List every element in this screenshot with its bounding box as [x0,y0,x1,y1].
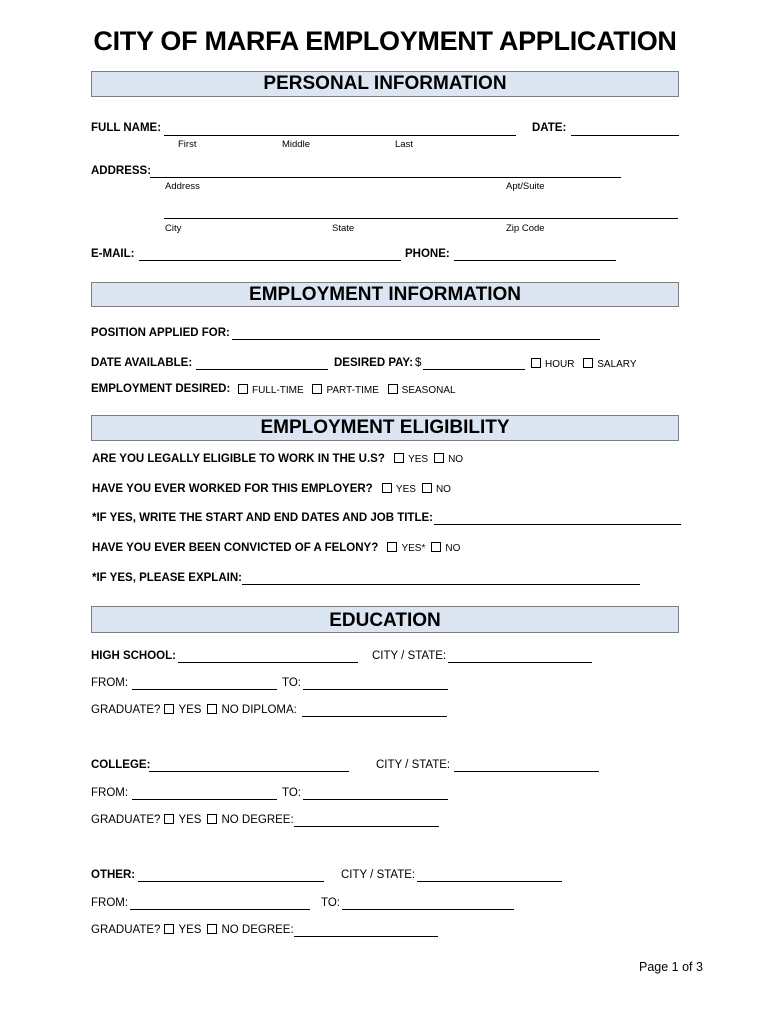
other-from-field[interactable] [130,909,310,910]
salary-checkbox[interactable] [583,358,593,368]
hs-no-diploma-label: NO DIPLOMA: [221,704,297,716]
salary-option-label: SALARY [597,359,637,370]
college-from-label: FROM: [91,787,129,799]
desired-pay-field[interactable] [423,369,525,370]
state-caption: State [332,223,355,234]
other-city-state-label: CITY / STATE: [341,869,416,881]
college-from-field[interactable] [132,799,277,800]
dates-job-title-label: *IF YES, WRITE THE START AND END DATES AND JOB TITLE: [92,512,433,524]
employment-type-options [232,384,456,396]
address-field[interactable] [150,177,621,178]
seasonal-label: SEASONAL [401,385,456,396]
hs-graduate-row [91,704,297,716]
seasonal-checkbox[interactable] [388,384,398,394]
section-header-eligibility: EMPLOYMENT ELIGIBILITY [91,415,679,441]
other-to-label: TO: [321,897,340,909]
section-header-personal: PERSONAL INFORMATION [91,71,679,97]
page-number: Page 1 of 3 [639,960,703,974]
last-name-caption: Last [395,139,413,150]
worked-yes-label: YES [395,484,416,495]
eligible-yes-checkbox[interactable] [394,453,404,463]
felony-question: HAVE YOU EVER BEEN CONVICTED OF A FELONY? [92,542,379,554]
eligible-yes-label: YES [408,454,429,465]
felony-yes-checkbox[interactable] [387,542,397,552]
address-caption: Address [165,181,200,192]
dates-job-title-field[interactable] [434,524,681,525]
middle-name-caption: Middle [282,139,310,150]
worked-no-checkbox[interactable] [422,483,432,493]
other-no-degree-label: NO DEGREE: [221,924,294,936]
other-city-state-field[interactable] [417,881,562,882]
employment-desired-label: EMPLOYMENT DESIRED: [91,383,231,395]
city-caption: City [165,223,182,234]
hs-graduate-label: GRADUATE? [91,704,161,716]
position-label: POSITION APPLIED FOR: [91,327,230,339]
hs-no-diploma-checkbox[interactable] [207,704,217,714]
other-to-field[interactable] [342,909,514,910]
email-label: E-MAIL: [91,248,135,260]
college-yes-label: YES [178,814,202,826]
other-no-degree-field[interactable] [294,936,438,937]
hs-from-field[interactable] [132,689,277,690]
section-header-employment: EMPLOYMENT INFORMATION [91,282,679,307]
eligibility-question [92,453,463,465]
other-yes-label: YES [178,924,202,936]
hour-option-label: HOUR [545,359,575,370]
eligible-no-checkbox[interactable] [434,453,444,463]
college-city-state-label: CITY / STATE: [376,759,451,771]
position-field[interactable] [232,339,600,340]
phone-field[interactable] [454,260,616,261]
zip-code-caption: Zip Code [506,223,545,234]
high-school-field[interactable] [178,662,358,663]
college-to-field[interactable] [303,799,448,800]
hs-to-label: TO: [282,677,301,689]
other-yes-checkbox[interactable] [164,924,174,934]
college-yes-checkbox[interactable] [164,814,174,824]
explain-field[interactable] [242,584,640,585]
section-header-education: EDUCATION [91,606,679,633]
address-label: ADDRESS: [91,165,152,177]
worked-no-label: NO [435,484,451,495]
dollar-sign: $ [415,357,422,369]
desired-pay-label: DESIRED PAY: [334,357,414,369]
other-graduate-row [91,924,294,936]
email-field[interactable] [139,260,401,261]
college-to-label: TO: [282,787,301,799]
college-city-state-field[interactable] [454,771,599,772]
date-label: DATE: [532,122,567,134]
part-time-label: PART-TIME [326,385,379,396]
felony-yes-label: YES* [401,543,426,554]
college-no-degree-checkbox[interactable] [207,814,217,824]
hs-no-diploma-field[interactable] [302,716,447,717]
felony-no-checkbox[interactable] [431,542,441,552]
apt-suite-caption: Apt/Suite [506,181,545,192]
part-time-checkbox[interactable] [312,384,322,394]
hs-from-label: FROM: [91,677,129,689]
full-time-label: FULL-TIME [252,385,304,396]
hs-city-state-field[interactable] [448,662,592,663]
other-field[interactable] [138,881,324,882]
eligible-no-label: NO [448,454,464,465]
other-label: OTHER: [91,869,136,881]
date-available-label: DATE AVAILABLE: [91,357,193,369]
hs-city-state-label: CITY / STATE: [372,650,447,662]
other-no-degree-checkbox[interactable] [207,924,217,934]
worked-before-question: HAVE YOU EVER WORKED FOR THIS EMPLOYER? [92,483,373,495]
worked-before-row [92,483,451,495]
full-name-label: FULL NAME: [91,122,162,134]
date-available-field[interactable] [196,369,328,370]
date-field[interactable] [571,135,679,136]
college-label: COLLEGE: [91,759,151,771]
legal-eligible-question: ARE YOU LEGALLY ELIGIBLE TO WORK IN THE U.S? [92,453,385,465]
other-graduate-label: GRADUATE? [91,924,161,936]
pay-type-options [525,358,637,370]
hs-yes-label: YES [178,704,202,716]
college-no-degree-label: NO DEGREE: [221,814,294,826]
college-field[interactable] [149,771,349,772]
full-time-checkbox[interactable] [238,384,248,394]
page-title: CITY OF MARFA EMPLOYMENT APPLICATION [93,26,677,56]
hour-checkbox[interactable] [531,358,541,368]
other-from-label: FROM: [91,897,129,909]
felony-row [92,542,460,554]
hs-to-field[interactable] [303,689,448,690]
first-name-caption: First [178,139,197,150]
explain-label: *IF YES, PLEASE EXPLAIN: [92,572,242,584]
felony-no-label: NO [445,543,461,554]
full-name-field[interactable] [164,135,516,136]
college-no-degree-field[interactable] [294,826,439,827]
phone-label: PHONE: [405,248,450,260]
city-state-zip-field[interactable] [164,218,678,219]
worked-yes-checkbox[interactable] [382,483,392,493]
hs-yes-checkbox[interactable] [164,704,174,714]
high-school-label: HIGH SCHOOL: [91,650,176,662]
college-graduate-row [91,814,294,826]
college-graduate-label: GRADUATE? [91,814,161,826]
